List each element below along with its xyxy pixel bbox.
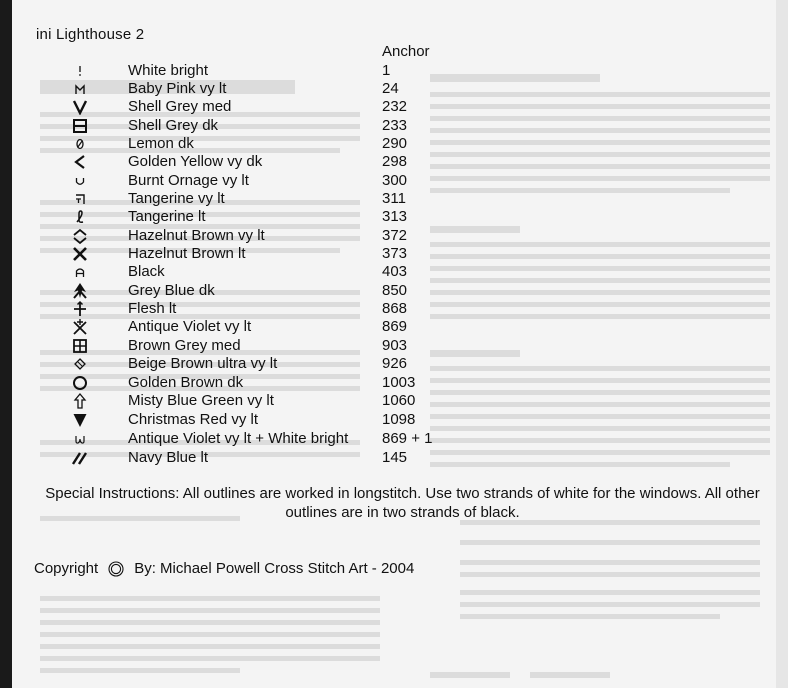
thread-name: Tangerine lt	[128, 208, 206, 225]
thread-name: Black	[128, 263, 165, 280]
double-slash-icon	[68, 449, 92, 467]
anchor-code: 1	[382, 62, 391, 79]
letter-m-icon	[68, 80, 92, 98]
copyright-line	[34, 560, 414, 577]
anchor-code: 300	[382, 172, 408, 189]
thread-row	[60, 80, 480, 98]
thread-row	[60, 190, 480, 208]
thread-row	[60, 318, 480, 336]
x-mark-icon	[68, 245, 92, 263]
slashed-zero-icon	[68, 135, 92, 153]
anchor-code: 145	[382, 449, 408, 466]
exclamation-icon	[68, 62, 92, 80]
thread-row	[60, 300, 480, 318]
thread-name: Antique Violet vy lt	[128, 318, 252, 335]
anchor-code: 850	[382, 282, 408, 299]
anchor-code: 403	[382, 263, 408, 280]
anchor-code: 1098	[382, 411, 416, 428]
thread-name: Shell Grey med	[128, 98, 232, 115]
chevron-x-icon	[68, 227, 92, 245]
thread-row	[60, 227, 480, 245]
anchor-code: 372	[382, 227, 408, 244]
copyright-label: Copyright	[34, 560, 99, 577]
thread-name: Baby Pink vy lt	[128, 80, 227, 97]
thread-name: Brown Grey med	[128, 337, 241, 354]
pattern-title: ini Lighthouse 2	[36, 26, 145, 43]
anchor-code: 24	[382, 80, 399, 97]
thread-name: Tangerine vy lt	[128, 190, 225, 207]
arrow-up-filled-icon	[68, 282, 92, 300]
plus-arrows-icon	[68, 300, 92, 318]
small-w-icon	[68, 430, 92, 448]
thread-row	[60, 153, 480, 171]
thread-name: Golden Brown dk	[128, 374, 244, 391]
thread-name: Grey Blue dk	[128, 282, 215, 299]
arrow-up-outline-icon	[68, 392, 92, 410]
anchor-code: 233	[382, 117, 408, 134]
split-square-icon	[68, 117, 92, 135]
thread-name: Lemon dk	[128, 135, 194, 152]
anchor-code: 868	[382, 300, 408, 317]
diamond-outline-icon	[68, 355, 92, 373]
thread-row	[60, 117, 480, 135]
thread-name: Hazelnut Brown vy lt	[128, 227, 265, 244]
cross-hatch-icon	[68, 318, 92, 336]
copyright-circle-icon	[108, 561, 124, 577]
thread-row	[60, 245, 480, 263]
triangle-down-icon	[68, 411, 92, 429]
hook-icon	[68, 190, 92, 208]
thread-name: Antique Violet vy lt + White bright	[128, 430, 349, 447]
thread-row	[60, 98, 480, 116]
cup-icon	[68, 172, 92, 190]
thread-row	[60, 449, 480, 467]
thread-name: Flesh lt	[128, 300, 177, 317]
thread-row	[60, 62, 480, 80]
thread-row	[60, 172, 480, 190]
special-instructions: Special Instructions: All outlines are worked in longstitch. Use two strands of white for the windows. All other outlines are in two strands of black.	[45, 485, 760, 521]
thread-name: Burnt Ornage vy lt	[128, 172, 249, 189]
thread-row	[60, 208, 480, 226]
thread-name: Misty Blue Green vy lt	[128, 392, 274, 409]
circle-outline-icon	[68, 374, 92, 392]
grid-square-icon	[68, 337, 92, 355]
anchor-code: 290	[382, 135, 408, 152]
thread-name: Golden Yellow vy dk	[128, 153, 263, 170]
anchor-code: 1003	[382, 374, 416, 391]
thread-name: Christmas Red vy lt	[128, 411, 259, 428]
thread-name: Navy Blue lt	[128, 449, 209, 466]
anchor-code: 232	[382, 98, 408, 115]
anchor-code: 903	[382, 337, 408, 354]
thread-row	[60, 263, 480, 281]
copyright-text: By: Michael Powell Cross Stitch Art - 2004	[134, 560, 415, 577]
thread-row	[60, 374, 480, 392]
thread-row	[60, 282, 480, 300]
script-l-icon	[68, 208, 92, 226]
less-than-icon	[68, 153, 92, 171]
anchor-code: 869	[382, 318, 408, 335]
thread-name: Hazelnut Brown lt	[128, 245, 246, 262]
thread-row	[60, 355, 480, 373]
thread-row	[60, 392, 480, 410]
thread-row	[60, 430, 480, 448]
thread-row	[60, 337, 480, 355]
thread-name: White bright	[128, 62, 209, 79]
small-a-icon	[68, 263, 92, 281]
thread-name: Shell Grey dk	[128, 117, 219, 134]
anchor-column-header: Anchor	[382, 43, 430, 60]
anchor-code: 298	[382, 153, 408, 170]
anchor-code: 311	[382, 190, 406, 207]
anchor-code: 313	[382, 208, 408, 225]
anchor-code: 1060	[382, 392, 416, 409]
v-arrow-icon	[68, 98, 92, 116]
anchor-code: 373	[382, 245, 408, 262]
anchor-code: 926	[382, 355, 408, 372]
thread-row	[60, 411, 480, 429]
thread-name: Beige Brown ultra vy lt	[128, 355, 278, 372]
thread-row	[60, 135, 480, 153]
anchor-code: 869 + 1	[382, 430, 433, 447]
